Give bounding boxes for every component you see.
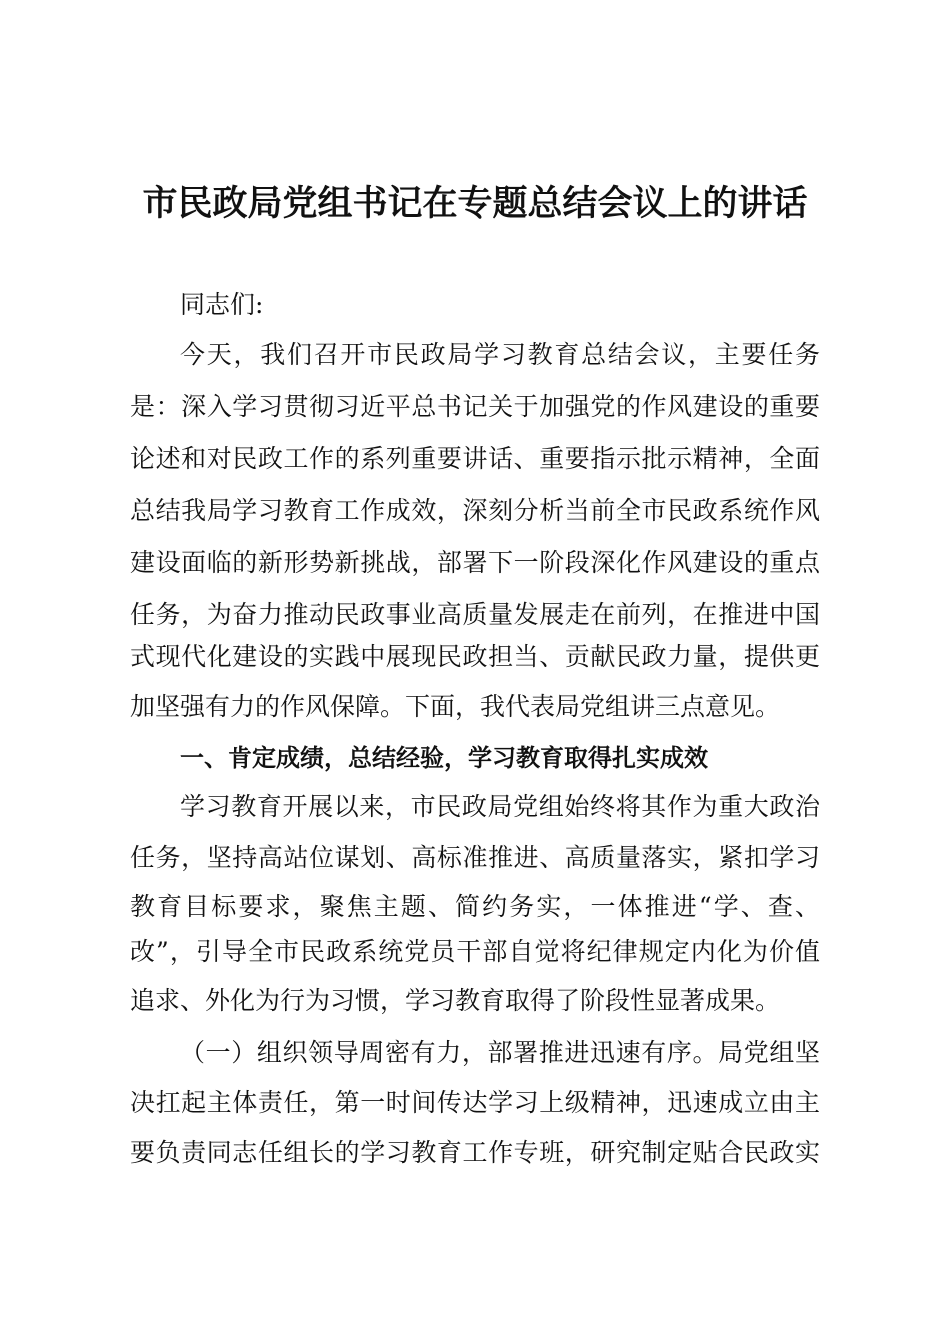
paragraph-line: 改”，引导全市民政系统党员干部自觉将纪律规定内化为价值 bbox=[130, 937, 820, 966]
paragraph-line: 总结我局学习教育工作成效，深刻分析当前全市民政系统作风 bbox=[130, 496, 820, 525]
paragraph-line: 任务，坚持高站位谋划、高标准推进、高质量落实，紧扣学习 bbox=[130, 843, 820, 872]
page-title: 市民政局党组书记在专题总结会议上的讲话 bbox=[142, 183, 808, 224]
paragraph-line: 今天，我们召开市民政局学习教育总结会议，主要任务 bbox=[180, 340, 820, 369]
paragraph-line: 加坚强有力的作风保障。下面，我代表局党组讲三点意见。 bbox=[130, 692, 781, 721]
paragraph-line: 建设面临的新形势新挑战，部署下一阶段深化作风建设的重点 bbox=[130, 548, 820, 577]
paragraph-line: 式现代化建设的实践中展现民政担当、贡献民政力量，提供更 bbox=[130, 642, 820, 671]
paragraph-line: 任务，为奋力推动民政事业高质量发展走在前列，在推进中国 bbox=[130, 600, 820, 629]
salutation: 同志们: bbox=[180, 290, 264, 319]
section-heading: 一、肯定成绩，总结经验，学习教育取得扎实成效 bbox=[180, 744, 708, 772]
paragraph-line: 追求、外化为行为习惯，学习教育取得了阶段性显著成果。 bbox=[130, 986, 781, 1015]
paragraph-line: 决扛起主体责任，第一时间传达学习上级精神，迅速成立由主 bbox=[130, 1088, 820, 1117]
paragraph-line: （一）组织领导周密有力，部署推进迅速有序。局党组坚 bbox=[180, 1038, 820, 1067]
paragraph-line: 是：深入学习贯彻习近平总书记关于加强党的作风建设的重要 bbox=[130, 392, 820, 421]
paragraph-line: 学习教育开展以来，市民政局党组始终将其作为重大政治 bbox=[180, 792, 820, 821]
paragraph-line: 教育目标要求，聚焦主题、简约务实，一体推进“学、查、 bbox=[130, 892, 820, 921]
paragraph-line: 论述和对民政工作的系列重要讲话、重要指示批示精神，全面 bbox=[130, 444, 820, 473]
paragraph-line: 要负责同志任组长的学习教育工作专班，研究制定贴合民政实 bbox=[130, 1138, 820, 1167]
